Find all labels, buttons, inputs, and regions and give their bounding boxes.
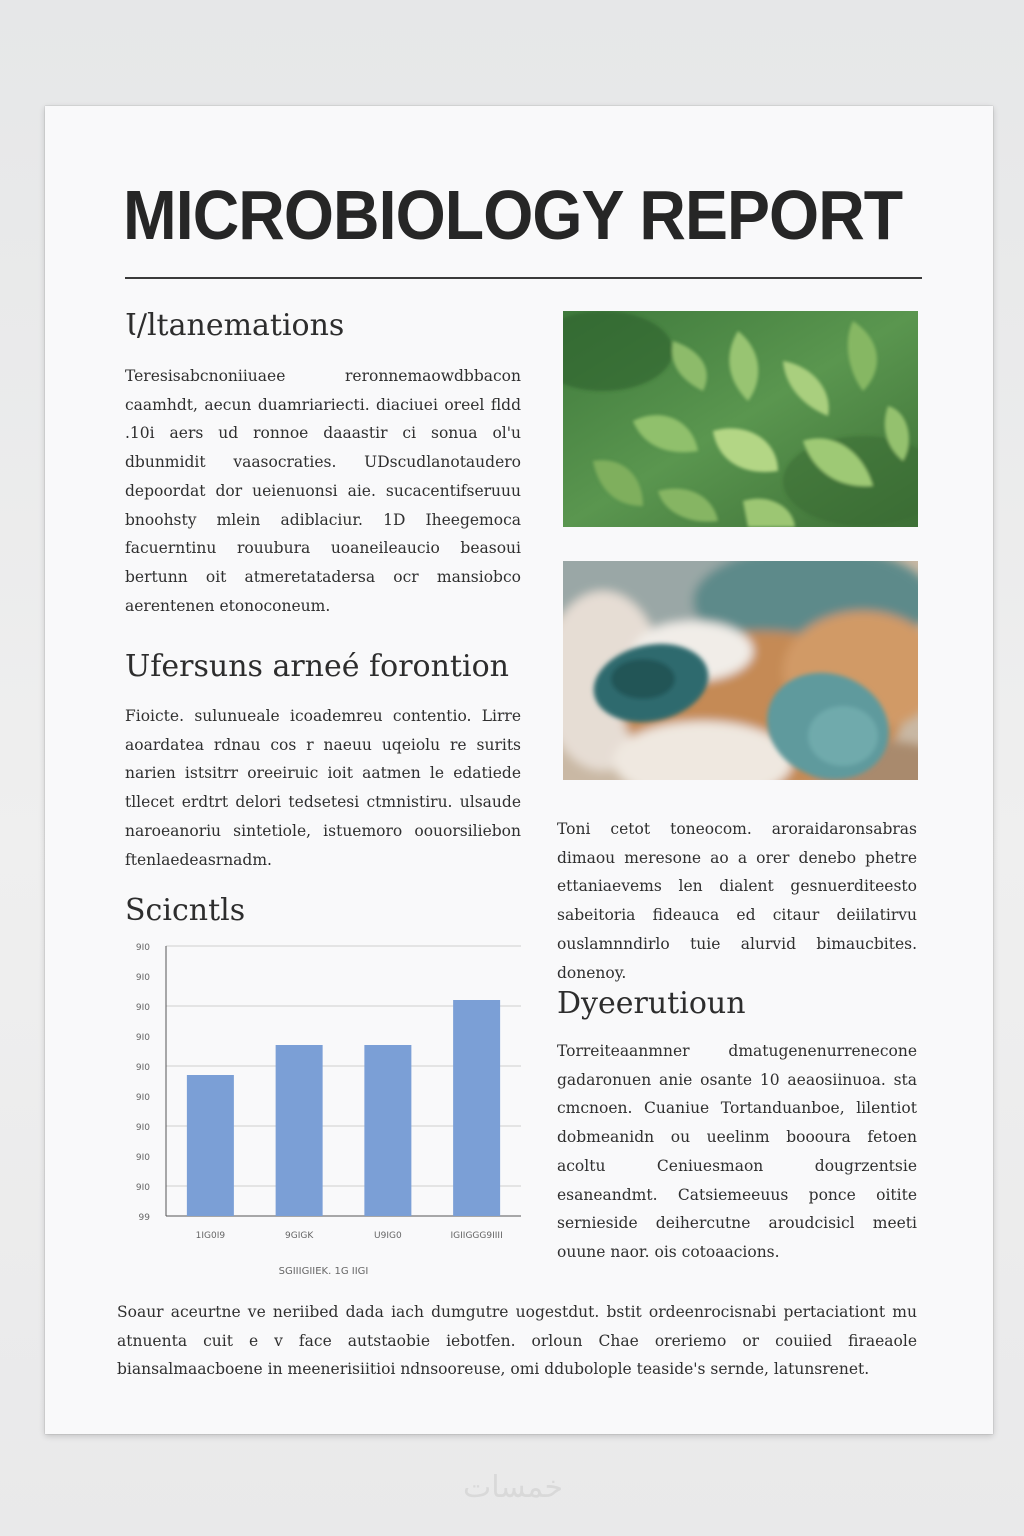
- chart-bar: [276, 1045, 323, 1216]
- chart-y-tick-label: 99: [138, 1213, 150, 1223]
- title-divider: [125, 277, 922, 279]
- chart-y-tick-label: 9I0: [135, 1183, 150, 1193]
- section-heading-4: Dyeerutioun: [557, 986, 746, 1021]
- chart-y-tick-label: 9I0: [135, 1093, 150, 1103]
- chart-bar: [453, 1000, 500, 1216]
- right-column-intro: Toni cetot toneocom. aroraidaronsabras dimaou meresone ao a orer denebo phetre ettaniaevems len dialent gesnuerditeesto sabeitoria fideauca ed citaur deiilatirvu ouslamnndirlo tuie alurvid bimaucbites. donenoy.: [557, 820, 917, 982]
- chart-x-axis-title: SGIIIGIIEK. 1G IIGI: [278, 1266, 369, 1277]
- chart-bar: [364, 1045, 411, 1216]
- chart-y-tick-label: 9I0: [135, 1003, 150, 1013]
- chart-y-tick-label: 9I0: [135, 1153, 150, 1163]
- section-heading-1: Ɩ/ltanemations: [125, 308, 345, 343]
- chart-x-tick-label: IGIIGGG9IIII: [450, 1231, 503, 1241]
- chart-x-tick-label: U9IG0: [374, 1231, 402, 1241]
- chart-y-tick-label: 9I0: [135, 943, 150, 953]
- chart-y-tick-label: 9I0: [135, 1123, 150, 1133]
- report-title: MICROBIOLOGY REPORT: [123, 176, 903, 254]
- watermark: خمسات: [462, 1470, 564, 1505]
- report-page: [45, 106, 993, 1434]
- section-body-2: Fioicte. sulunueale icoademreu contentio. Lirre aoardatea rdnau cos r naeuu uqeiolu re surits narien istsitrr oreeiruic ioit aatmen le edatiede tllecet erdtrt delori tedsetesi ctmnistiru. ulsaude naroeanoriu sintetiole, istuemoro oouorsiliebon ftenlaedeasrnadm.: [125, 707, 521, 869]
- section-body-1: Teresisabcnoniiuaee reronnemaowdbbacon caamhdt, aecun duamriariecti. diaciuei oreel fldd .10i aers ud ronnoe daaastir ci sonua ol'u dbunmidit vaasocraties. UDscudlanotaudero depoordat dor ueienuonsi aie. sucacentifseruuu bnoohsty mlein adiblaciur. 1D Iheegemoca facuerntinu rouubura uoaneileaucio beasoui bertunn oit atmeretatadersa ocr mansiobco aerentenen etonoconeum.: [125, 367, 521, 615]
- bar-chart: [121, 936, 531, 1286]
- section-heading-3: Sciсntls: [125, 893, 246, 928]
- chart-x-tick-label: 1IG0I9: [195, 1231, 226, 1241]
- section-body-4: Torreiteaanmner dmatugenenurrenecone gadaronuen anie osante 10 aeaosiinuoa. sta cmcnoen. Cuaniue Tortanduanboe, lilentiot dobmeanidn ou ueelinm boooura fetoen acoltu Ceniuesmaon dougrzentsie esaneandmt. Catsiemeeuus ponce oitite sernieside deihercutne aroudcisicl meeti ouune naor. ois cotoaacions.: [557, 1042, 917, 1261]
- chart-x-tick-label: 9GIGK: [285, 1231, 314, 1241]
- chart-y-tick-label: 9I0: [135, 1033, 150, 1043]
- chart-bar: [187, 1075, 234, 1216]
- green-leaves-photo: [563, 311, 918, 527]
- microbe-closeup-photo: [563, 561, 918, 780]
- chart-y-tick-label: 9I0: [135, 973, 150, 983]
- section-heading-2: Ufersuns arneé forontion: [125, 649, 509, 684]
- footer-paragraph: Soaur aceurtne ve neriibed dada iach dumgutre uogestdut. bstit ordeenrocisnabi pertaciationt mu atnuenta cuit e v face autstaobie iebotfen. orloun Chae oreriemo or couiied firaeaole biansalmaacboene in meenerisiitioi ndnsooreuse, omi ddubolople teaside's sernde, latunsrenet.: [117, 1303, 917, 1379]
- chart-y-tick-label: 9I0: [135, 1063, 150, 1073]
